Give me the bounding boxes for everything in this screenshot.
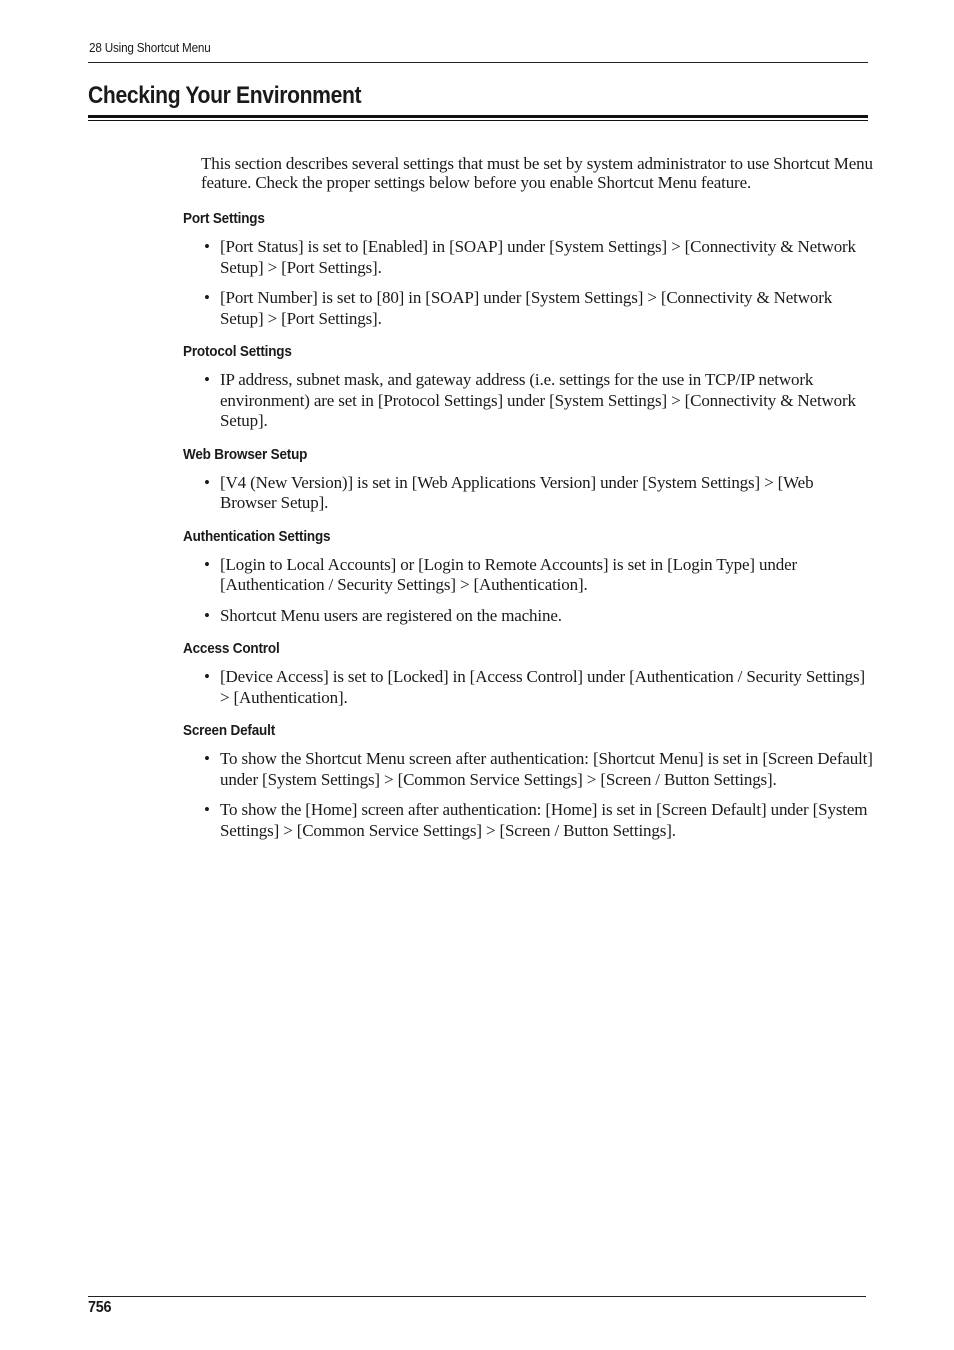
list-item-text: [Login to Local Accounts] or [Login to Remote Accounts] is set in [Login Type] under [Authentication / Security Settings] > [Authentication]. <box>220 554 797 594</box>
title-rule-thin <box>88 120 868 121</box>
page-title: Checking Your Environment <box>88 82 362 109</box>
list-item-text: [Port Number] is set to [80] in [SOAP] under [System Settings] > [Connectivity & Network Setup] > [Port Settings]. <box>220 288 833 328</box>
intro-paragraph: This section describes several settings that must be set by system administrator to use Shortcut Menu feature. Check the proper settings below before you enable Shortcut Menu feature. <box>201 154 873 192</box>
footer-rule <box>88 1296 866 1297</box>
section-access-control <box>183 640 873 708</box>
list-item <box>183 555 873 596</box>
list-item <box>183 800 873 841</box>
bullet-marker: • <box>204 370 210 389</box>
bullet-list <box>183 667 873 708</box>
section-protocol-settings <box>183 343 873 432</box>
bullet-marker: • <box>204 667 210 686</box>
section-heading: Protocol Settings <box>183 343 292 360</box>
section-authentication-settings <box>183 528 873 627</box>
bullet-marker: • <box>204 800 210 819</box>
list-item <box>183 667 873 708</box>
header-rule <box>88 62 868 63</box>
list-item-text: [V4 (New Version)] is set in [Web Applications Version] under [System Settings] > [Web Browser Setup]. <box>220 472 814 512</box>
section-heading: Web Browser Setup <box>183 445 308 463</box>
list-item <box>183 473 873 514</box>
list-item-text: To show the [Home] screen after authentication: [Home] is set in [Screen Default] under [System Settings] > [Common Service Settings] > [Screen / Button Settings]. <box>220 800 868 840</box>
bullet-list <box>183 473 873 514</box>
list-item <box>183 370 873 432</box>
list-item <box>183 749 873 790</box>
bullet-list <box>183 555 873 627</box>
bullet-marker: • <box>204 472 210 492</box>
list-item-text: To show the Shortcut Menu screen after authentication: [Shortcut Menu] is set in [Screen Default] under [System Settings] > [Common Service Settings] > [Screen / Button Settings]. <box>220 749 873 789</box>
bullet-marker: • <box>204 749 210 768</box>
bullet-list <box>183 370 873 432</box>
bullet-marker: • <box>204 288 210 307</box>
section-web-browser-setup <box>183 446 873 514</box>
running-header: 28 Using Shortcut Menu <box>89 40 211 55</box>
section-port-settings <box>183 210 873 329</box>
section-heading: Screen Default <box>183 722 276 739</box>
list-item <box>183 288 873 329</box>
section-screen-default <box>183 722 873 841</box>
bullet-list <box>183 749 873 841</box>
bullet-marker: • <box>204 554 210 574</box>
section-heading: Port Settings <box>183 210 265 227</box>
list-item-text: [Port Status] is set to [Enabled] in [SOAP] under [System Settings] > [Connectivity & Network Setup] > [Port Settings]. <box>220 237 856 277</box>
list-item <box>183 606 873 627</box>
section-heading: Access Control <box>183 640 280 657</box>
page-number: 756 <box>88 1299 112 1316</box>
bullet-marker: • <box>204 237 210 256</box>
list-item-text: Shortcut Menu users are registered on the machine. <box>220 605 562 625</box>
bullet-list <box>183 237 873 329</box>
main-content <box>183 154 873 855</box>
title-rule <box>88 115 868 118</box>
section-heading: Authentication Settings <box>183 527 331 545</box>
bullet-marker: • <box>204 605 210 625</box>
list-item-text: IP address, subnet mask, and gateway address (i.e. settings for the use in TCP/IP network environment) are set in [Protocol Settings] under [System Settings] > [Connectivity & Network Setup]. <box>220 370 856 430</box>
list-item-text: [Device Access] is set to [Locked] in [Access Control] under [Authentication / Security Settings] > [Authentication]. <box>220 667 865 707</box>
list-item <box>183 237 873 278</box>
